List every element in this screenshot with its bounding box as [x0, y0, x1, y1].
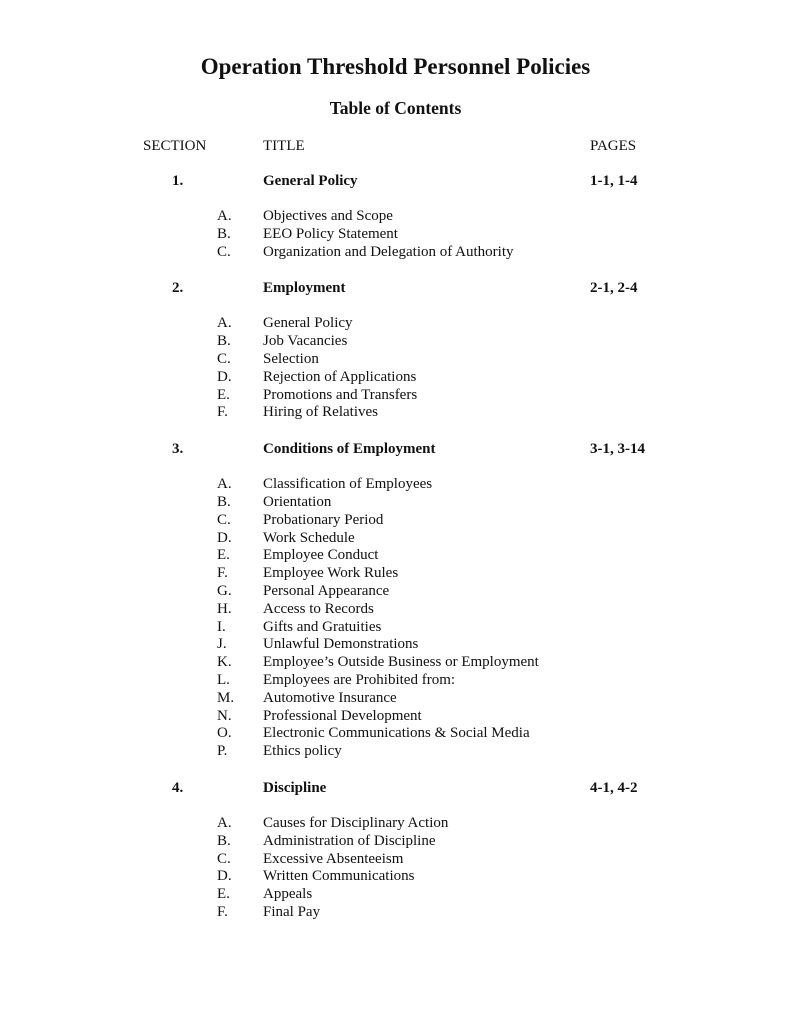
- table-of-contents: [0, 172, 791, 940]
- item-letter: A.: [217, 315, 232, 332]
- item-letter: B.: [217, 493, 231, 510]
- list-item: [0, 851, 791, 869]
- section-heading-row: [0, 279, 791, 297]
- section-number: 4.: [172, 779, 184, 796]
- item-letter: D.: [217, 368, 232, 385]
- item-letter: B.: [217, 225, 231, 242]
- item-letter: C.: [217, 243, 231, 260]
- section-pages: 1-1, 1-4: [590, 173, 638, 189]
- item-title: Appeals: [263, 886, 313, 903]
- toc-section: [0, 779, 791, 922]
- item-title: Personal Appearance: [263, 582, 390, 599]
- item-letter: F.: [217, 404, 228, 421]
- item-letter: M.: [217, 689, 235, 706]
- item-letter: E.: [217, 547, 230, 564]
- section-title: General Policy: [263, 173, 358, 189]
- item-title: Electronic Communications & Social Media: [263, 725, 530, 742]
- list-item: [0, 333, 791, 351]
- list-item: [0, 512, 791, 530]
- page-title: Operation Threshold Personnel Policies: [200, 54, 591, 79]
- item-letter: C.: [217, 850, 231, 867]
- item-title: Organization and Delegation of Authority: [263, 243, 514, 260]
- item-letter: A.: [217, 208, 232, 224]
- toc-section: [0, 440, 791, 761]
- item-title: Employee’s Outside Business or Employment: [263, 654, 539, 671]
- item-title: Objectives and Scope: [263, 208, 393, 224]
- item-title: Job Vacancies: [263, 333, 348, 350]
- section-title: Employment: [263, 280, 346, 297]
- item-letter: L.: [217, 671, 230, 688]
- item-title: Causes for Disciplinary Action: [263, 814, 449, 831]
- list-item: [0, 315, 791, 333]
- list-item: [0, 494, 791, 512]
- item-letter: C.: [217, 350, 231, 367]
- toc-section: [0, 279, 791, 422]
- list-item: [0, 387, 791, 405]
- list-item: [0, 601, 791, 619]
- column-header-pages: PAGES: [590, 138, 637, 154]
- item-letter: N.: [217, 707, 232, 724]
- list-item: [0, 708, 791, 726]
- item-letter: E.: [217, 386, 230, 403]
- list-item: [0, 886, 791, 904]
- item-title: Professional Development: [263, 707, 422, 724]
- section-number: 3.: [172, 441, 184, 458]
- item-title: Employees are Prohibited from:: [263, 671, 456, 688]
- item-title: Employee Work Rules: [263, 565, 399, 582]
- item-title: Unlawful Demonstrations: [263, 636, 419, 653]
- list-item: [0, 619, 791, 637]
- list-item: [0, 208, 791, 226]
- list-item: [0, 530, 791, 548]
- section-heading-row: [0, 172, 791, 190]
- item-letter: K.: [217, 654, 232, 671]
- section-heading-row: [0, 440, 791, 458]
- item-letter: F.: [217, 565, 228, 582]
- item-title: Written Communications: [263, 868, 415, 885]
- item-letter: E.: [217, 886, 230, 903]
- list-item: [0, 654, 791, 672]
- item-letter: C.: [217, 511, 231, 528]
- item-title: Rejection of Applications: [263, 368, 417, 385]
- item-letter: B.: [217, 333, 231, 350]
- item-title: Hiring of Relatives: [263, 404, 378, 421]
- section-pages: 3-1, 3-14: [590, 441, 645, 458]
- toc-section: [0, 172, 791, 261]
- list-item: [0, 583, 791, 601]
- list-item: [0, 636, 791, 654]
- item-title: Employee Conduct: [263, 547, 379, 564]
- list-item: [0, 690, 791, 708]
- list-item: [0, 404, 791, 422]
- list-item: [0, 565, 791, 583]
- list-item: [0, 904, 791, 922]
- column-header-title: TITLE: [263, 138, 305, 154]
- item-letter: A.: [217, 476, 232, 493]
- item-title: Promotions and Transfers: [263, 386, 418, 403]
- item-letter: H.: [217, 600, 232, 617]
- list-item: [0, 833, 791, 851]
- list-item: [0, 226, 791, 244]
- section-pages: 2-1, 2-4: [590, 280, 638, 297]
- section-pages: 4-1, 4-2: [590, 779, 638, 796]
- item-title: Excessive Absenteeism: [263, 850, 404, 867]
- list-item: [0, 369, 791, 387]
- item-title: General Policy: [263, 315, 353, 332]
- item-title: Classification of Employees: [263, 476, 433, 493]
- item-letter: J.: [217, 636, 227, 653]
- item-title: Selection: [263, 350, 319, 367]
- list-item: [0, 476, 791, 494]
- item-title: Administration of Discipline: [263, 832, 436, 849]
- item-letter: D.: [217, 868, 232, 885]
- item-letter: O.: [217, 725, 232, 742]
- item-letter: A.: [217, 814, 232, 831]
- section-number: 2.: [172, 280, 184, 297]
- item-letter: G.: [217, 582, 232, 599]
- section-heading-row: [0, 779, 791, 797]
- list-item: [0, 547, 791, 565]
- item-title: Ethics policy: [263, 743, 342, 760]
- list-item: [0, 743, 791, 761]
- item-title: Automotive Insurance: [263, 689, 397, 706]
- item-title: EEO Policy Statement: [263, 225, 398, 242]
- column-header-section: SECTION: [143, 138, 207, 154]
- item-title: Work Schedule: [263, 529, 355, 546]
- section-title: Conditions of Employment: [263, 441, 436, 458]
- item-title: Gifts and Gratuities: [263, 618, 382, 635]
- item-letter: D.: [217, 529, 232, 546]
- item-title: Probationary Period: [263, 511, 384, 528]
- item-title: Access to Records: [263, 600, 374, 617]
- list-item: [0, 244, 791, 262]
- item-letter: F.: [217, 903, 228, 920]
- list-item: [0, 868, 791, 886]
- section-title: Discipline: [263, 779, 327, 796]
- item-letter: P.: [217, 743, 228, 760]
- list-item: [0, 815, 791, 833]
- item-letter: I.: [217, 618, 226, 635]
- item-title: Orientation: [263, 493, 332, 510]
- list-item: [0, 351, 791, 369]
- page-subtitle: Table of Contents: [329, 98, 462, 118]
- item-letter: B.: [217, 832, 231, 849]
- section-number: 1.: [172, 173, 184, 189]
- item-title: Final Pay: [263, 903, 321, 920]
- list-item: [0, 672, 791, 690]
- list-item: [0, 725, 791, 743]
